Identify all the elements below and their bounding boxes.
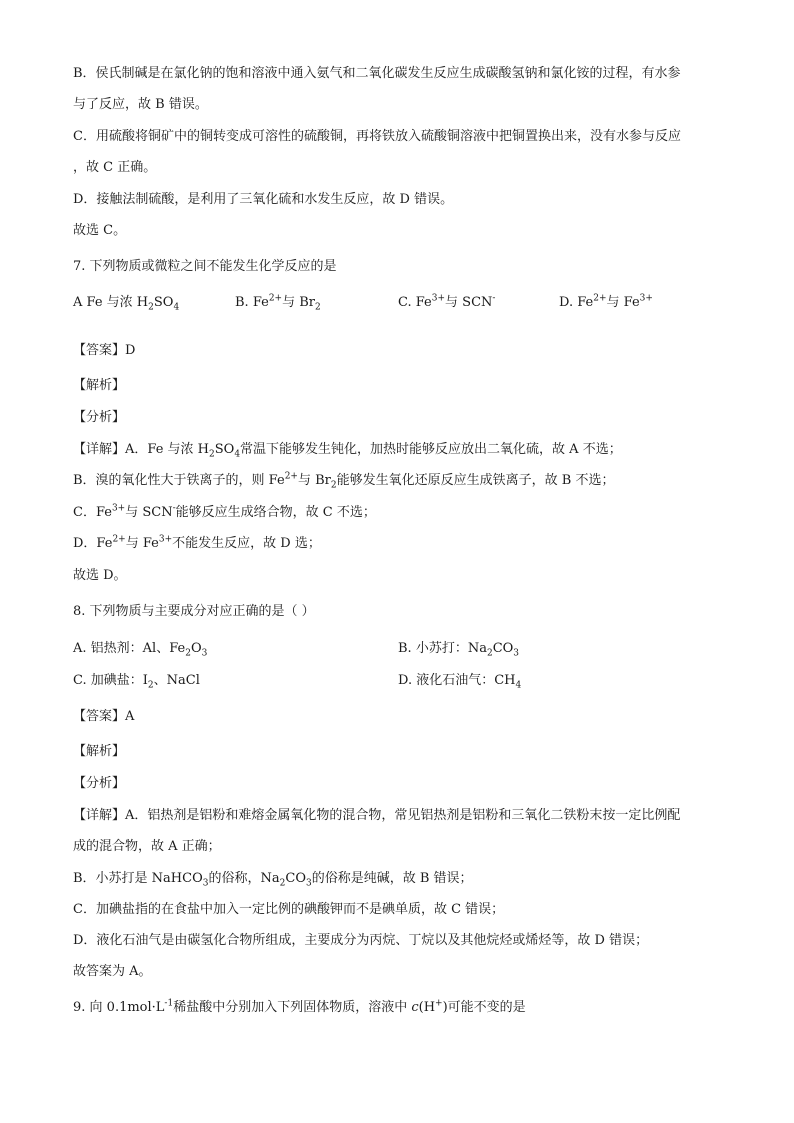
q7-detail-b: B．溴的氧化性大于铁离子的，则 $Fe^{2+}$与 $Br_2$能够发生氧化还原反应生成铁离子，故 B 不选； xyxy=(73,471,615,491)
q7-detail-c: C．$Fe^{3+}$与 SCN-能够反应生成络合物，故 C 不选； xyxy=(73,503,376,520)
q8-option-c: C. 加碘盐：$I_2$、NaCl xyxy=(73,673,200,691)
answer-value: A xyxy=(125,709,135,724)
q6-option-c-line1: C．用硫酸将铜矿中的铜转变成可溶性的硫酸铜，再将铁放入硫酸铜溶液中把铜置换出来，没有水参与反应 xyxy=(73,129,681,144)
q8-stem: 8. 下列物质与主要成分对应正确的是（ ） xyxy=(73,604,315,619)
q6-conclusion: 故选 C。 xyxy=(73,223,127,238)
q9-stem: 9. 向 $0.1mol\cdot L^{-1}$稀盐酸中分别加入下列固体物质，溶液中 c(H+)可能不变的是 xyxy=(73,998,526,1015)
q7-detail-a: 【详解】A．Fe 与浓 $H_2SO_4$常温下能够发生钝化，加热时能够反应放出二氧化硫，故 A 不选； xyxy=(73,442,622,460)
q7-option-c: C. $Fe^{3+}$与 SCN- xyxy=(398,293,496,310)
q6-option-c-line2: ，故 C 正确。 xyxy=(73,160,157,175)
q7-analysis-label: 【解析】 xyxy=(73,378,126,393)
answer-value: D xyxy=(125,343,136,358)
q7-answer xyxy=(73,341,135,361)
q8-detail-a-line2: 成的混合物，故 A 正确； xyxy=(73,839,221,854)
q8-option-d: D. 液化石油气：$CH_4$ xyxy=(398,673,522,691)
q7-fenxi-label: 【分析】 xyxy=(73,410,126,425)
q6-option-d: D．接触法制硫酸，是利用了三氧化硫和水发生反应，故 D 错误。 xyxy=(73,192,454,207)
q7-option-a: A Fe 与浓 $H_2SO_4$ xyxy=(73,295,180,313)
q8-answer xyxy=(73,707,134,727)
q8-detail-b: B．小苏打是 NaHCO$_3$的俗称，$Na_2CO_3$的俗称是纯碱，故 B 错误； xyxy=(73,871,473,889)
q8-fenxi-label: 【分析】 xyxy=(73,776,126,791)
answer-label: 【答案】 xyxy=(73,709,126,724)
q8-analysis-label: 【解析】 xyxy=(73,744,126,759)
q6-option-b-line2: 与了反应，故 B 错误。 xyxy=(73,97,208,112)
q7-detail-d: D．$Fe^{2+}$与 $Fe^{3+}$不能发生反应，故 D 选； xyxy=(73,534,321,551)
q8-option-b: B. 小苏打：$Na_2CO_3$ xyxy=(398,641,520,659)
q7-option-b: B. $Fe^{2+}$与 $Br_2$ xyxy=(235,293,321,313)
q7-stem: 7. 下列物质或微粒之间不能发生化学反应的是 xyxy=(73,259,337,274)
q8-option-a: A. 铝热剂：Al、$Fe_2O_3$ xyxy=(73,641,208,659)
q7-conclusion: 故选 D。 xyxy=(73,568,127,583)
q8-conclusion: 故答案为 A。 xyxy=(73,964,152,979)
q8-detail-a-line1: 【详解】A．铝热剂是铝粉和难熔金属氧化物的混合物，常见铝热剂是铝粉和三氧化二铁粉末按一定比例配 xyxy=(73,808,681,823)
q8-detail-c: C．加碘盐指的在食盐中加入一定比例的碘酸钾而不是碘单质，故 C 错误； xyxy=(73,902,505,917)
q6-option-b-line1: B．侯氏制碱是在氯化钠的饱和溶液中通入氨气和二氧化碳发生反应生成碳酸氢钠和氯化铵的过程，有水参 xyxy=(73,66,681,81)
q7-option-d: D. $Fe^{2+}$与 $Fe^{3+}$ xyxy=(559,293,653,310)
q8-detail-d: D．液化石油气是由碳氢化合物所组成，主要成分为丙烷、丁烷以及其他烷烃或烯烃等，故 D 错误； xyxy=(73,933,649,948)
answer-label: 【答案】 xyxy=(73,343,126,358)
